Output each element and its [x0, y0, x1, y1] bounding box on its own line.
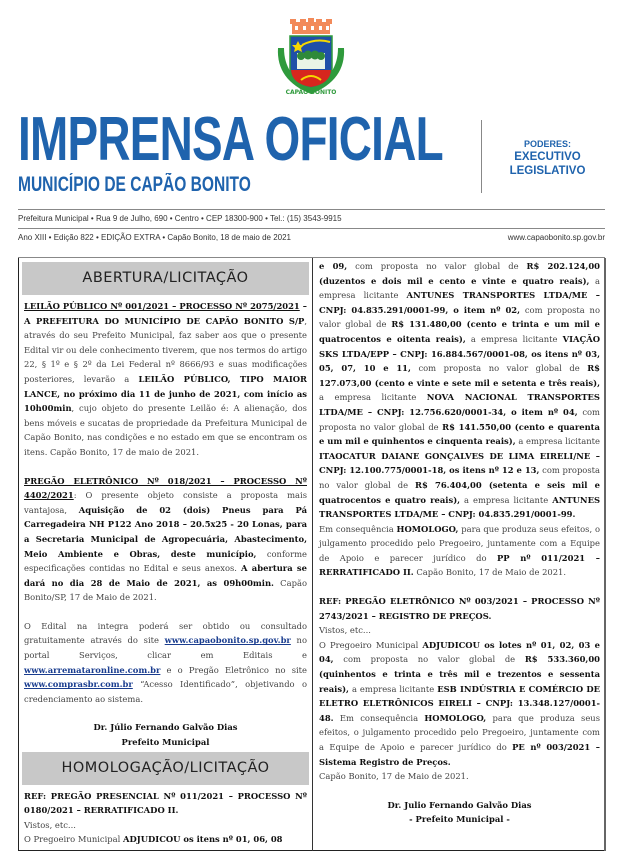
link-arremataronline[interactable]: www.arremataronline.com.br [24, 664, 161, 675]
ref2-heading: REF: PREGÃO ELETRÔNICO Nº 003/2021 – PROCESSO Nº 2743/2021 – REGISTRO DE PREÇOS. [319, 596, 600, 621]
pregao-notice: PREGÃO ELETRÔNICO Nº 018/2021 – PROCESSO Nº 4402/2021: O presente objeto consiste a proposta mais vantajosa, Aquisição de 02 (dois) Pneus para Pá Carregadeira NH P122 Ano 2018 – 20.5x25 - 20 Lonas, para a Secretaria Municipal de Agropecuária, Abastecimento, Meio Ambiente e Obras, deste município, conforme especificações contidas no Edital e seus anexos. A abertura se dará no dia 28 de Maio de 2021, as 09h00min. Capão Bonito/SP, 17 de Maio de 2021. [24, 475, 307, 603]
homolog-vistos: Vistos, etc... [24, 819, 76, 830]
right-date: Capão Bonito, 17 de Maio de 2021. [319, 771, 469, 782]
edital-notice: O Edital na integra poderá ser obtido ou consultado gratuitamente através do site www.capaobonito.sp.gov.br no portal Serviços, clicar em Editais e www.arremataronline.com.br e o Pregão Eletrônico no site www.comprasbr.com.br “Acesso Identificado”, objetivando o credenciamento ao sistema. [24, 620, 307, 704]
masthead-subtitle: MUNICÍPIO DE CAPÃO BONITO [18, 173, 251, 196]
homolog-heading: REF: PREGÃO PRESENCIAL Nº 011/2021 – PROCESSO Nº 0180/2021 – RERRATIFICADO II. [24, 790, 307, 816]
rule-middle [18, 228, 605, 229]
right-column [319, 259, 600, 827]
section-header-homologacao: HOMOLOGAÇÃO/LICITAÇÃO [22, 752, 309, 785]
poder-executivo: EXECUTIVO [514, 151, 581, 163]
column-separator [312, 258, 313, 851]
frame-right-border [604, 258, 606, 851]
svg-text:CAPÃO BONITO: CAPÃO BONITO [285, 89, 337, 96]
poder-legislativo: LEGISLATIVO [509, 165, 586, 177]
coat-of-arms-logo [268, 18, 354, 98]
left-column [24, 262, 307, 847]
website-link[interactable]: www.capaobonito.sp.gov.br [507, 233, 605, 242]
poderes-label: PODERES: [523, 139, 571, 149]
masthead-divider [481, 120, 482, 193]
section-header-abertura: ABERTURA/LICITAÇÃO [22, 262, 309, 295]
signature-role-left: Prefeito Municipal [121, 737, 210, 748]
address-line: Prefeitura Municipal • Rua 9 de Julho, 690 • Centro • CEP 18300-900 • Tel.: (15) 3543-9915 [18, 214, 342, 223]
link-capaobonito[interactable]: www.capaobonito.sp.gov.br [164, 635, 291, 646]
edition-line: Ano XIII • Edição 822 • EDIÇÃO EXTRA • Capão Bonito, 18 de maio de 2021 [18, 233, 292, 242]
link-comprasbr[interactable]: www.comprasbr.com.br [24, 679, 133, 690]
masthead-title: IMPRENSA OFICIAL [18, 105, 443, 174]
adjudication-paragraph-2: O Pregoeiro Municipal ADJUDICOU os lotes nº 01, 02, 03 e 04, com proposta no valor global de R$ 533.360,00 (quinhentos e trinta e três mil e trezentos e sessenta reais), a empresa licitante ESB INDÚSTRIA E COMÉRCIO DE ELETRO ELETRÔNICOS EIRELI – CNPJ: 13.348.127/0001-48. Em consequência HOMOLOGO, para que produza seus efeitos, o julgamento procedido pelo Pregoeiro, juntamente com a Equipe de Apoio e parecer jurídico do PE nº 003/2021 – Sistema Registro de Preços. [319, 639, 601, 767]
homologo-paragraph-1: Em consequência HOMOLOGO, para que produza seus efeitos, o julgamento procedido pelo Pregoeiro, juntamente com a Equipe de Apoio e parecer jurídico do PP nº 011/2021 – RERRATIFICADO II. Capão Bonito, 17 de Maio de 2021. [319, 523, 600, 578]
rule-top [18, 209, 605, 210]
signature-role-right: - Prefeito Municipal - [409, 814, 510, 825]
homolog-text: O Pregoeiro Municipal ADJUDICOU os itens nº 01, 06, 08 [24, 834, 283, 845]
signature-name-left: Dr. Júlio Fernando Galvão Dias [93, 722, 238, 733]
signature-name-right: Dr. Julio Fernando Galvão Dias [387, 799, 532, 810]
leilao-notice: LEILÃO PÚBLICO Nº 001/2021 – PROCESSO Nº 2075/2021 – A PREFEITURA DO MUNICÍPIO DE CAPÃO BONITO S/P, através do seu Prefeito Municipal, faz saber aos que o presente Edital vir ou dele conhecimento tiverem, que nos termos do artigo 22, § 1º e § 2º da Lei Federal nº 8666/93 e suas modificações posteriores, levarão a LEILÃO PÚBLICO, TIPO MAIOR LANCE, no próximo dia 11 de junho de 2021, com início as 10h00min, cujo objeto do presente Leilão é: A alienação, dos bens móveis e sucatas de propriedade da Prefeitura Municipal de Capão Bonito, nas condições e no estado em que se encontram os itens. Capão Bonito, 17 de maio de 2021. [24, 301, 307, 457]
poderes-block [490, 138, 605, 178]
adjudication-paragraph-1: e 09, com proposta no valor global de R$ 202.124,00 (duzentos e dois mil e cento e vinte e quatro reais), a empresa licitante ANTUNES TRANSPORTES LTDA/ME – CNPJ: 04.835.291/0001-99, o item nº 02, com proposta no valor global de R$ 131.480,00 (cento e trinta e um mil e quatrocentos e oitenta reais), a empresa licitante VIAÇÃO SKS LTDA/EPP – CNPJ: 16.884.567/0001-08, os itens nº 03, 05, 07, 10 e 11, com proposta no valor global de R$ 127.073,00 (cento e vinte e sete mil e setenta e três reais), a empresa licitante NOVA NACIONAL TRANSPORTES LTDA/ME – CNPJ: 12.756.620/0001-34, o item nº 04, com proposta no valor global de R$ 141.550,00 (cento e quarenta e um mil e quinhentos e cinquenta reais), a empresa licitante ITAOCATUR DAIANE GONÇALVES DE LIMA EIRELI/NE – CNPJ: 12.100.775/0001-18, os itens nº 12 e 13, com proposta no valor global de R$ 76.404,00 (setenta e seis mil e quatrocentos e quatro reais), a empresa licitante ANTUNES TRANSPORTES LTDA/ME – CNPJ: 04.835.291/0001-99. [319, 261, 601, 520]
ref2-vistos: Vistos, etc... [319, 625, 371, 636]
